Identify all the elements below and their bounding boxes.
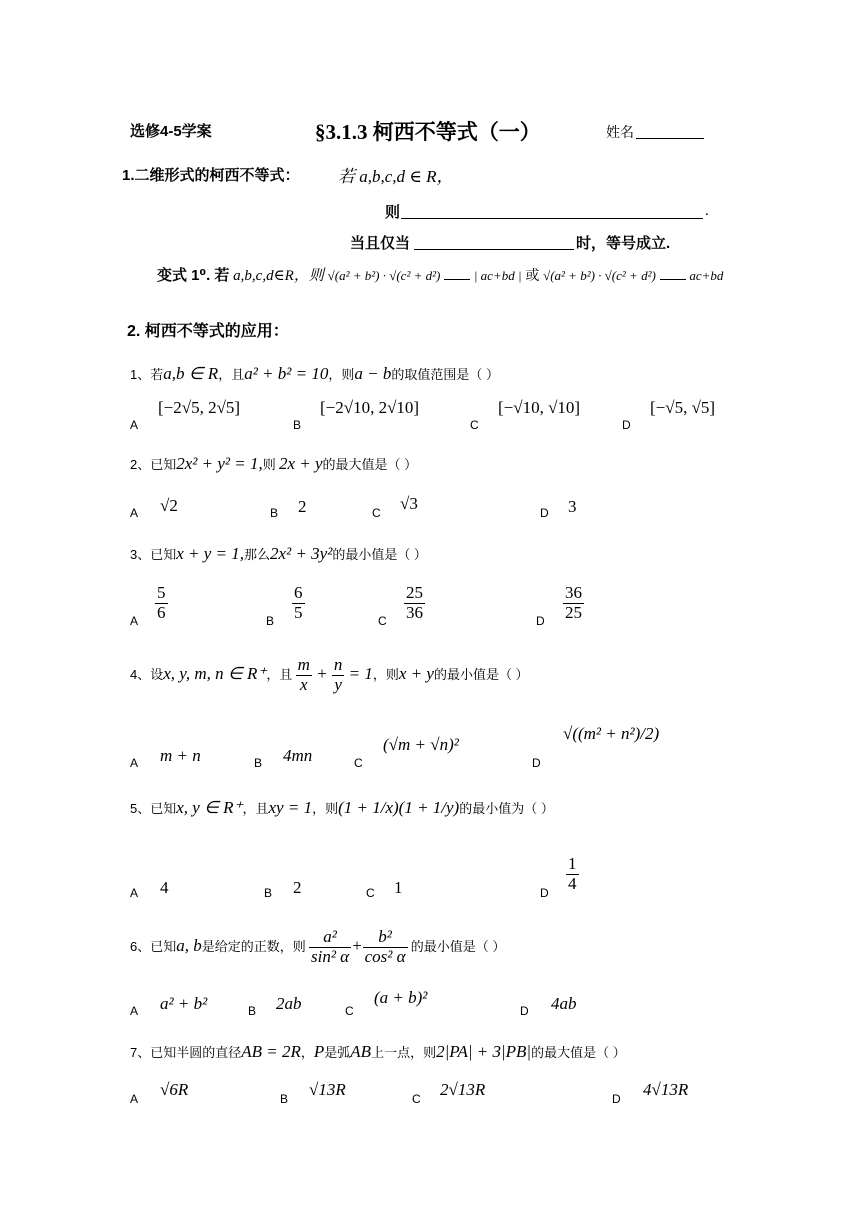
variant-line xyxy=(157,264,723,285)
option-a[interactable]: √2 xyxy=(160,496,178,515)
option-label: B xyxy=(270,506,279,520)
problem-expr: 2x² + 3y² xyxy=(270,544,333,563)
fraction-numerator: 36 xyxy=(565,583,582,602)
problem-text: 上一点，则 xyxy=(371,1045,437,1060)
page-title: §3.1.3 柯西不等式（一） xyxy=(315,120,541,144)
problem-eq: xy = 1 xyxy=(268,798,313,817)
problem-text: ，且 xyxy=(266,667,293,683)
name-blank[interactable] xyxy=(636,138,704,139)
problem-cond: x, y ∈ R⁺ xyxy=(176,798,243,817)
option-d[interactable]: 4√13R xyxy=(643,1080,689,1099)
section1-condition: 若 a,b,c,d ∈ R， xyxy=(338,167,454,186)
problem-text: ，则 xyxy=(328,367,355,382)
option-label: D xyxy=(536,614,545,628)
fraction-denominator: x xyxy=(296,675,312,695)
option-label: D xyxy=(612,1092,621,1106)
problem-eq: 2x² + y² = 1, xyxy=(176,454,263,473)
option-label: C xyxy=(366,886,375,900)
fraction-denominator: sin² α xyxy=(311,946,350,966)
option-c[interactable]: (√m + √n)² xyxy=(383,735,459,754)
option-label: A xyxy=(130,1004,139,1018)
variant-or: 或 xyxy=(525,267,540,283)
option-label: B xyxy=(248,1004,257,1018)
problem-5-stem xyxy=(130,798,554,818)
option-d[interactable] xyxy=(563,584,584,622)
problem-prefix: 3、已知 xyxy=(130,547,177,562)
option-label: C xyxy=(354,756,363,770)
problem-eq: = 1 xyxy=(348,664,373,684)
option-d[interactable]: 3 xyxy=(568,497,577,516)
option-b[interactable]: 2ab xyxy=(276,994,302,1013)
option-a[interactable]: m + n xyxy=(160,746,201,765)
option-a[interactable]: [−2√5, 2√5] xyxy=(158,398,241,417)
option-c[interactable]: [−√10, √10] xyxy=(498,398,581,417)
problem-point: P xyxy=(313,1042,325,1061)
fraction-numerator: b² xyxy=(363,928,408,948)
fraction-numerator: n xyxy=(333,655,343,674)
variant-blank1[interactable] xyxy=(444,265,470,280)
option-b[interactable]: 2 xyxy=(293,878,302,897)
option-label: B xyxy=(280,1092,289,1106)
inequality-blank[interactable] xyxy=(401,218,703,219)
option-a[interactable] xyxy=(155,584,168,622)
problem-expr: x + y xyxy=(398,664,434,684)
variant-label: 变式 1⁰. 若 xyxy=(157,267,230,284)
option-b[interactable] xyxy=(292,584,305,622)
option-label: C xyxy=(412,1092,421,1106)
problem-expr: 2|PA| + 3|PB| xyxy=(436,1042,532,1061)
fraction-numerator: m xyxy=(297,655,310,674)
problem-suffix: 的最小值为（ ） xyxy=(459,801,554,816)
problem-prefix: 2、已知 xyxy=(130,457,177,472)
problem-cond: a,b ∈ R xyxy=(163,364,219,383)
option-c[interactable]: √3 xyxy=(400,494,418,513)
section1-heading: 1.二维形式的柯西不等式： xyxy=(122,167,300,184)
problem-4-stem: 4、设x, y, m, n ∈ R⁺，且 $\frac{m}{x}$ + $\frac{n}{y}$ = 1，则x + y的最小值是（ ） xyxy=(130,655,529,694)
option-label: C xyxy=(470,418,479,432)
problem-prefix: 7、已知半圆的直径 xyxy=(130,1045,242,1060)
option-label: C xyxy=(372,506,381,520)
fraction-denominator: 4 xyxy=(568,873,577,893)
option-d[interactable]: [−√5, √5] xyxy=(650,398,716,417)
problem-suffix: 的最小值是（ ） xyxy=(410,939,506,955)
variant-cond: a,b,c,d∈R，则 xyxy=(233,268,324,284)
variant-expr1: √(a² + b²) · √(c² + d²) xyxy=(327,268,441,283)
option-c[interactable]: (a + b)² xyxy=(374,988,428,1007)
option-a[interactable]: a² + b² xyxy=(160,994,208,1013)
option-c[interactable]: 2√13R xyxy=(440,1080,486,1099)
problem-prefix: 1、若 xyxy=(130,367,164,382)
option-label: A xyxy=(130,614,139,628)
problem-text: 则 xyxy=(262,457,276,472)
problem-text: ， xyxy=(300,1045,314,1060)
variant-expr2: √(a² + b²) · √(c² + d²) xyxy=(543,268,656,283)
option-label: B xyxy=(264,886,273,900)
option-c[interactable]: 1 xyxy=(394,878,403,897)
option-b[interactable]: √13R xyxy=(309,1080,346,1099)
problem-suffix: 的最小值是（ ） xyxy=(433,667,529,683)
equality-prefix: 当且仅当 xyxy=(350,235,411,252)
problem-suffix: 的最小值是（ ） xyxy=(332,547,427,562)
fraction-numerator: 25 xyxy=(406,583,423,602)
problem-text: ，且 xyxy=(242,801,269,816)
problem-eq: x + y = 1, xyxy=(176,544,245,563)
equality-suffix: 时，等号成立. xyxy=(576,235,671,252)
option-label: B xyxy=(293,418,302,432)
fraction-denominator: y xyxy=(332,675,345,695)
option-label: D xyxy=(540,506,549,520)
equality-blank[interactable] xyxy=(414,249,574,250)
fraction-numerator: 1 xyxy=(568,854,577,873)
problem-expr: 2x + y xyxy=(278,454,323,473)
option-a[interactable]: √6R xyxy=(160,1080,189,1099)
option-label: C xyxy=(345,1004,354,1018)
option-label: B xyxy=(254,756,263,770)
problem-6-stem: 6、已知a, b是给定的正数，则 $\frac{\text{a²}}{\text{sin² α}}$ + $\frac{\text{b²}}{\text{cos² α}}$ 的最小值是（ ） xyxy=(130,927,506,966)
option-b[interactable]: [−2√10, 2√10] xyxy=(320,398,420,417)
problem-cond: x, y, m, n ∈ R⁺ xyxy=(163,664,267,684)
problem-text: 是弧 xyxy=(324,1045,351,1060)
problem-text: 是给定的正数，则 xyxy=(201,939,306,955)
section2-heading: 2. 柯西不等式的应用： xyxy=(127,323,289,340)
option-a[interactable]: 4 xyxy=(160,878,169,897)
then-end: . xyxy=(705,203,709,219)
problem-prefix: 4、设 xyxy=(130,667,164,683)
fraction-numerator: 5 xyxy=(157,583,166,602)
option-label: A xyxy=(130,1092,139,1106)
problem-prefix: 6、已知 xyxy=(130,939,177,955)
problem-eq: a² + b² = 10 xyxy=(244,364,329,383)
course-label: 选修4-5学案 xyxy=(130,123,212,140)
problem-2-stem xyxy=(130,454,417,474)
option-d[interactable] xyxy=(566,855,579,893)
problem-text: 那么 xyxy=(244,547,271,562)
option-c[interactable] xyxy=(404,584,425,622)
variant-blank2[interactable] xyxy=(660,265,686,280)
then-label: 则 xyxy=(385,204,401,221)
fraction-denominator: 6 xyxy=(157,602,166,622)
problem-expr: a − b xyxy=(354,364,392,383)
problem-7-stem xyxy=(130,1042,626,1062)
problem-suffix: 的最大值是（ ） xyxy=(322,457,418,472)
option-label: A xyxy=(130,756,139,770)
problem-prefix: 5、已知 xyxy=(130,801,177,816)
option-label: D xyxy=(622,418,631,432)
fraction-numerator: a² xyxy=(309,928,351,948)
option-b[interactable]: 2 xyxy=(298,497,307,516)
name-label: 姓名 xyxy=(606,124,634,140)
problem-suffix: 的最大值是（ ） xyxy=(531,1045,626,1060)
option-label: D xyxy=(540,886,549,900)
option-d[interactable]: 4ab xyxy=(551,994,577,1013)
option-label: D xyxy=(532,756,541,770)
problem-expr: (1 + 1/x)(1 + 1/y) xyxy=(338,798,460,817)
problem-eq: AB = 2R xyxy=(241,1042,301,1061)
variant-rhs1: | ac+bd | xyxy=(473,268,522,283)
problem-cond: a, b xyxy=(176,936,202,956)
option-label: A xyxy=(130,886,139,900)
option-d[interactable]: √((m² + n²)/2) xyxy=(563,724,660,743)
problem-suffix: 的取值范围是（ ） xyxy=(391,367,499,382)
fraction-denominator: cos² α xyxy=(364,946,406,966)
option-label: A xyxy=(130,418,139,432)
problem-3-stem xyxy=(130,544,427,564)
option-label: A xyxy=(130,506,139,520)
option-label: B xyxy=(266,614,275,628)
option-b[interactable]: 4mn xyxy=(283,746,313,765)
option-label: C xyxy=(378,614,387,628)
problem-arc: AB xyxy=(350,1042,372,1061)
fraction-denominator: 36 xyxy=(406,602,423,622)
fraction-denominator: 5 xyxy=(294,602,303,622)
variant-rhs2: ac+bd xyxy=(689,268,724,283)
problem-text: ，则 xyxy=(312,801,339,816)
fraction-denominator: 25 xyxy=(565,602,582,622)
option-label: D xyxy=(520,1004,529,1018)
problem-text: ，则 xyxy=(372,667,399,683)
fraction-numerator: 6 xyxy=(294,583,303,602)
problem-1-stem xyxy=(130,364,499,384)
problem-text: ，且 xyxy=(218,367,245,382)
